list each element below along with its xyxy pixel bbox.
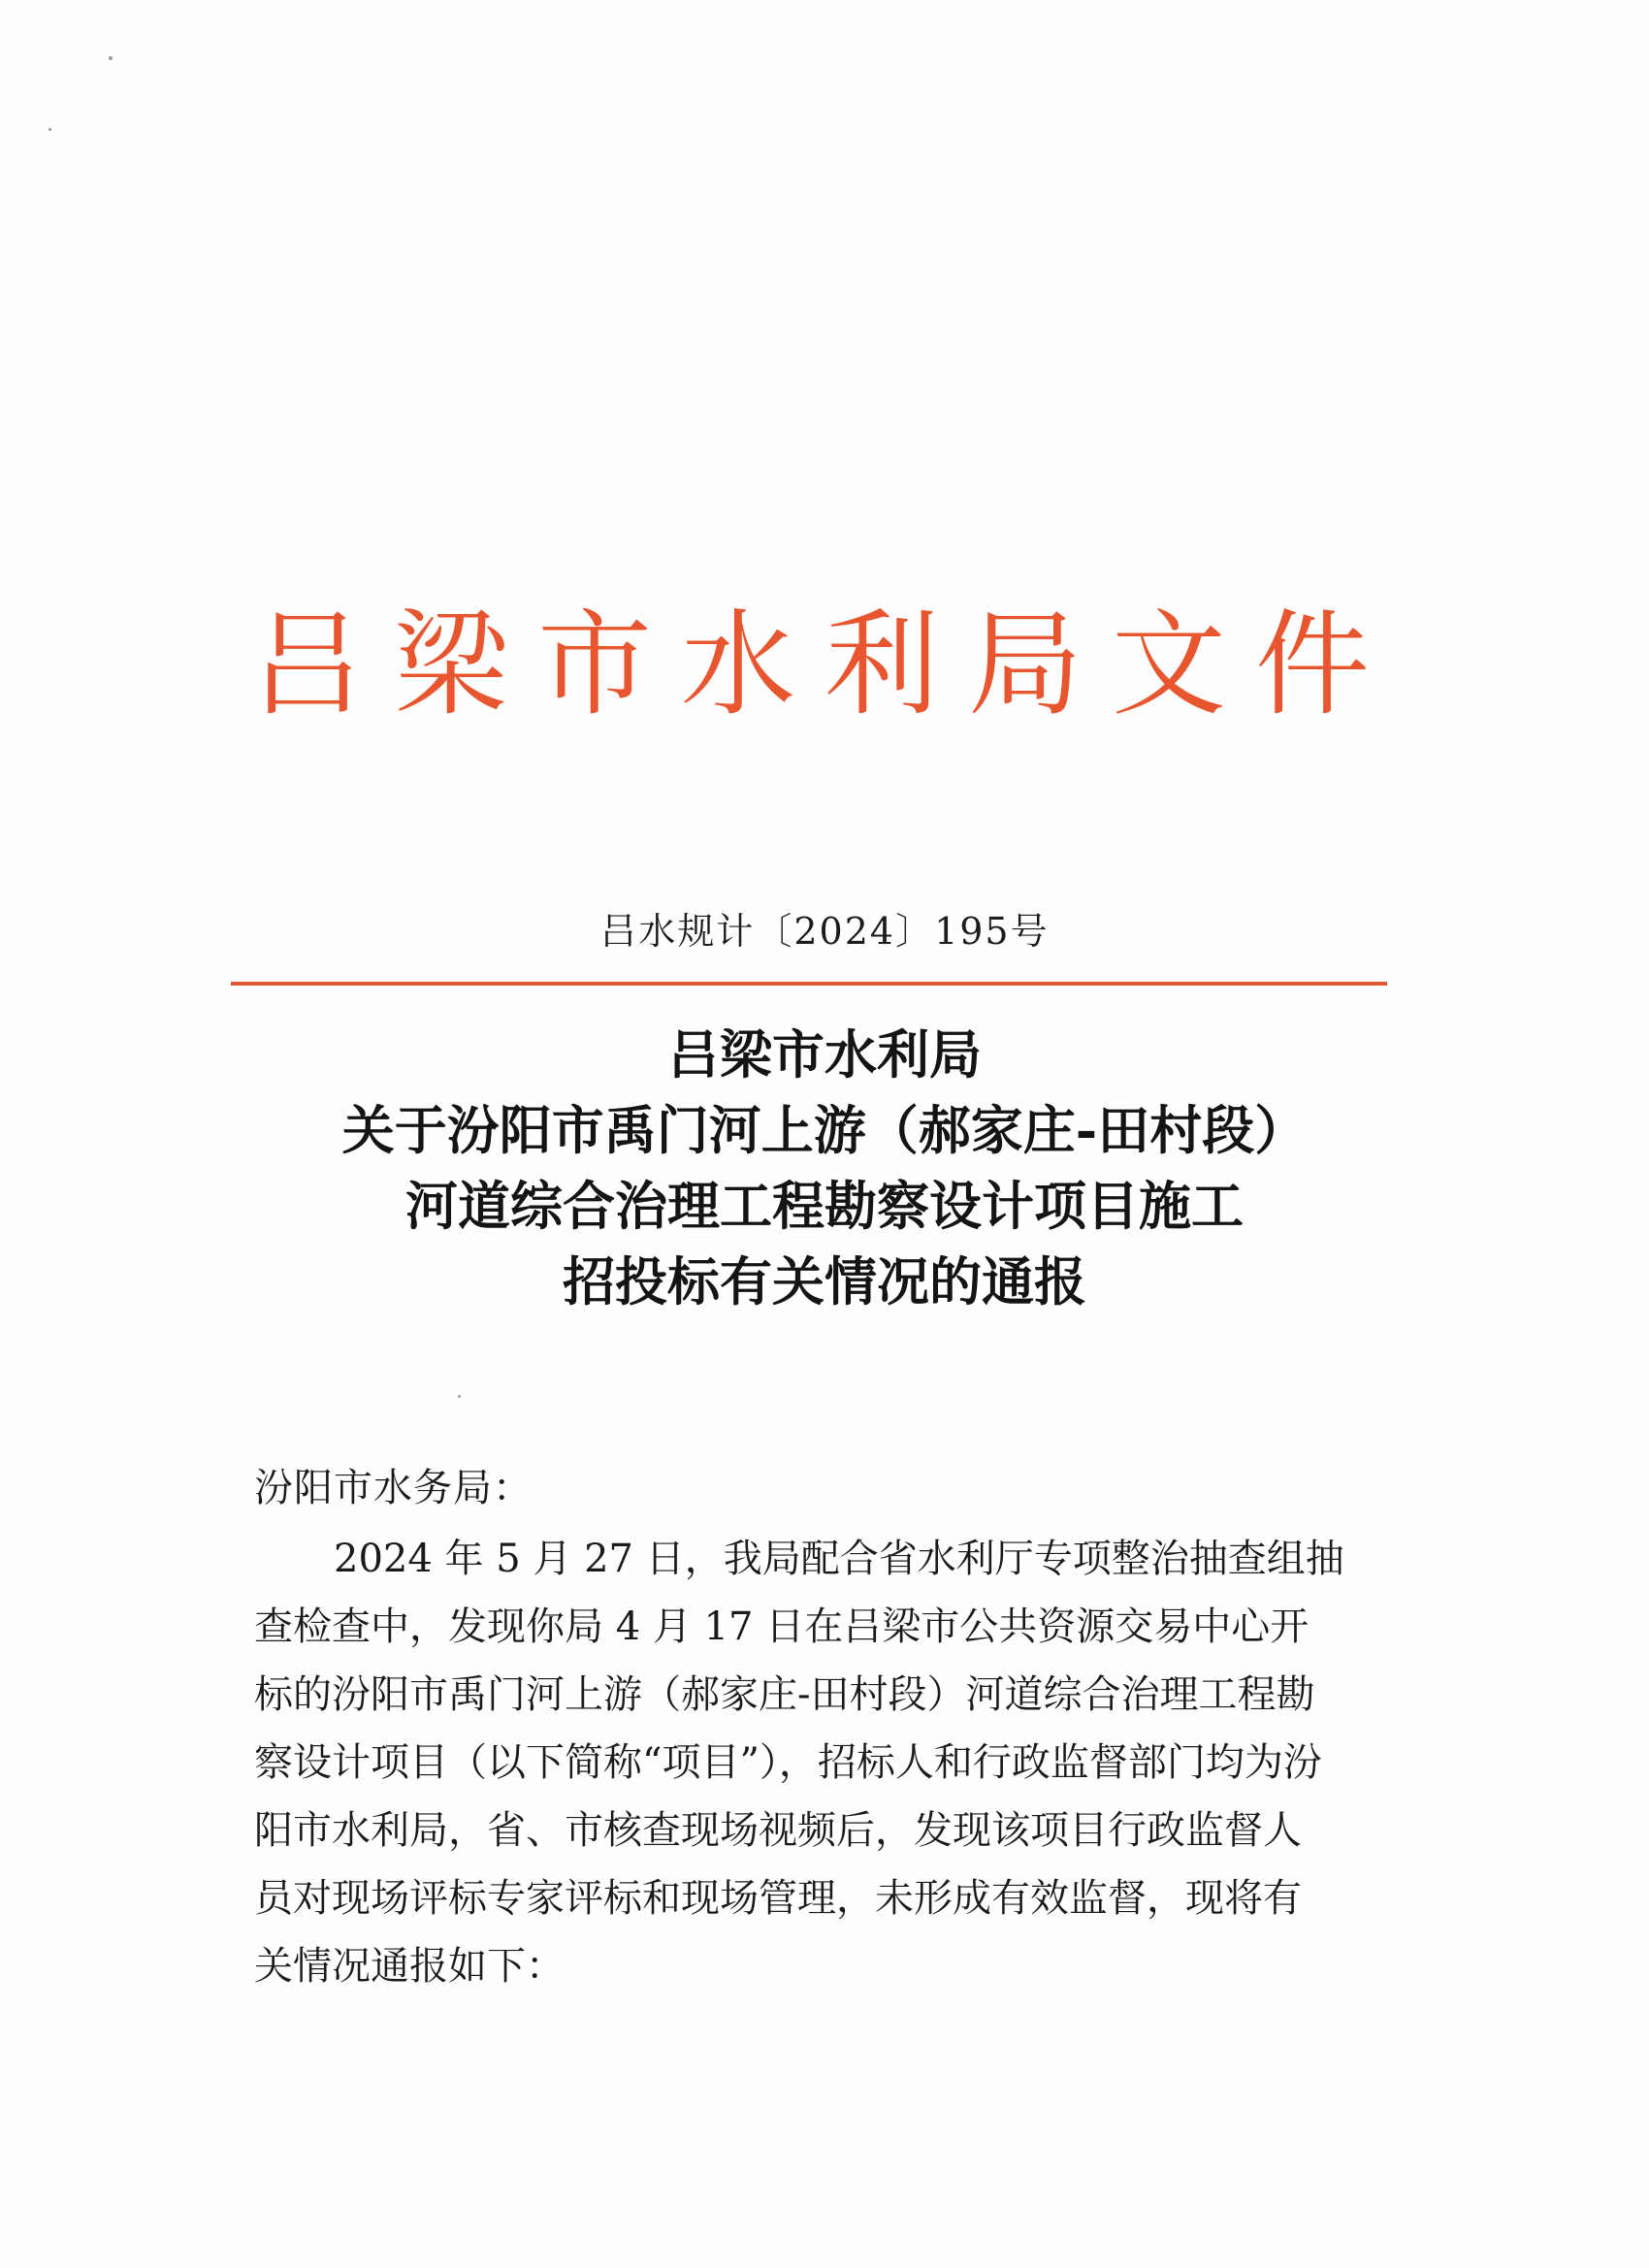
addressee: 汾阳市水务局：: [254, 1466, 533, 1510]
scan-speck: [48, 128, 51, 131]
title-line: 河道综合治理工程勘察设计项目施工: [405, 1175, 1244, 1237]
body-line: 察设计项目（以下简称“项目”），招标人和行政监督部门均为汾: [254, 1740, 1322, 1785]
body-line: 阳市水利局，省、市核查现场视频后，发现该项目行政监督人: [254, 1808, 1302, 1853]
scan-speck: [109, 56, 113, 60]
title-line: 关于汾阳市禹门河上游（郝家庄-田村段）: [341, 1099, 1308, 1161]
body-paragraph: [254, 1525, 1379, 2000]
title-line: 吕梁市水利局: [667, 1023, 982, 1085]
document-title: [194, 1017, 1455, 1319]
document-number: 吕水规计〔2024〕195号: [599, 910, 1050, 953]
body-line: 关情况通报如下：: [254, 1944, 565, 1989]
scan-speck: [458, 1395, 461, 1398]
red-divider-line: [231, 982, 1387, 986]
body-line: 查检查中，发现你局 4 月 17 日在吕梁市公共资源交易中心开: [254, 1604, 1310, 1649]
title-line: 招投标有关情况的通报: [563, 1250, 1086, 1312]
body-line: 标的汾阳市禹门河上游（郝家庄-田村段）河道综合治理工程勘: [254, 1672, 1315, 1717]
body-line: 2024 年 5 月 27 日，我局配合省水利厅专项整治抽查组抽: [334, 1537, 1344, 1581]
document-masthead: 吕梁市水利局文件: [249, 598, 1399, 731]
body-line: 员对现场评标专家评标和现场管理，未形成有效监督，现将有: [254, 1876, 1302, 1921]
